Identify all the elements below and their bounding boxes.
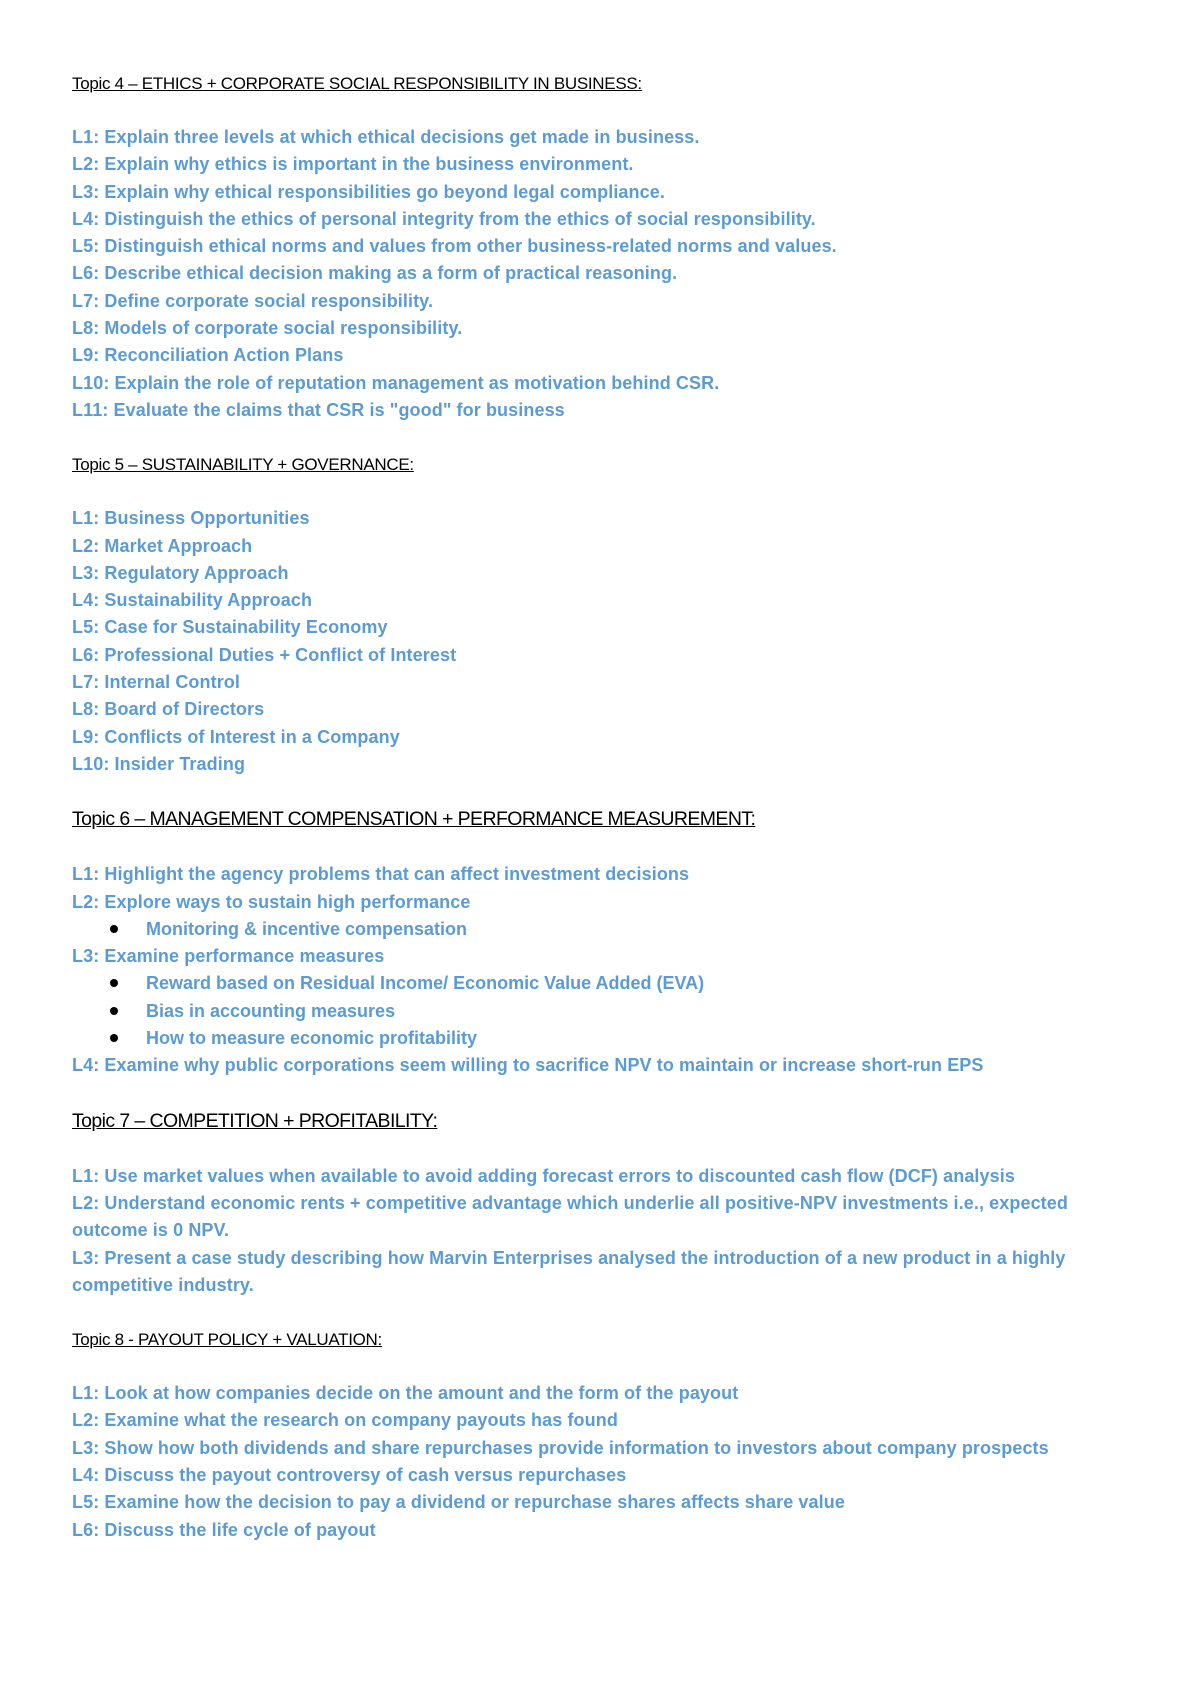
topic-6-bullet-item: Bias in accounting measures [72, 998, 1132, 1025]
topic-5-heading: Topic 5 – SUSTAINABILITY + GOVERNANCE: [72, 455, 414, 475]
topic-4-line: L5: Distinguish ethical norms and values from other business-related norms and values. [72, 236, 837, 257]
topic-8-line: L3: Show how both dividends and share repurchases provide information to investors about company prospects [72, 1437, 1049, 1458]
topic-5-line: L6: Professional Duties + Conflict of Interest [72, 644, 457, 665]
document-page [72, 70, 1132, 1571]
topic-4-line: L3: Explain why ethical responsibilities go beyond legal compliance. [72, 181, 665, 202]
topic-6-bullet-item: How to measure economic profitability [72, 1025, 1132, 1052]
topic-5-line: L2: Market Approach [72, 535, 253, 556]
topic-7-line: L1: Use market values when available to avoid adding forecast errors to discounted cash flow (DCF) analysis [72, 1165, 1015, 1186]
topic-4-line: L8: Models of corporate social responsibility. [72, 318, 463, 339]
topic-4-section [72, 70, 1132, 424]
topic-5-line: L1: Business Opportunities [72, 508, 310, 529]
topic-5-line: L4: Sustainability Approach [72, 590, 313, 611]
topic-5-line: L10: Insider Trading [72, 753, 246, 774]
topic-8-line: L6: Discuss the life cycle of payout [72, 1519, 376, 1540]
topic-6-line: L1: Highlight the agency problems that can affect investment decisions [72, 864, 690, 885]
topic-4-line: L1: Explain three levels at which ethical decisions get made in business. [72, 127, 700, 147]
topic-4-heading: Topic 4 – ETHICS + CORPORATE SOCIAL RESPONSIBILITY IN BUSINESS: [72, 74, 642, 93]
topic-5-line: L8: Board of Directors [72, 699, 265, 720]
topic-8-line: L1: Look at how companies decide on the amount and the form of the payout [72, 1383, 739, 1404]
topic-6-line: L2: Explore ways to sustain high performance [72, 891, 471, 912]
topic-5-line: L3: Regulatory Approach [72, 562, 289, 583]
topic-5-section [72, 451, 1132, 778]
topic-5-line: L7: Internal Control [72, 672, 240, 693]
topic-8-line: L4: Discuss the payout controversy of cash versus repurchases [72, 1464, 627, 1485]
topic-8-section [72, 1326, 1132, 1544]
topic-7-line: L3: Present a case study describing how Marvin Enterprises analysed the introduction of a new product in a highly [72, 1247, 1066, 1268]
topic-6-bullet-item: Monitoring & incentive compensation [72, 916, 1132, 943]
topic-7-heading: Topic 7 – COMPETITION + PROFITABILITY: [72, 1109, 438, 1132]
topic-4-line: L10: Explain the role of reputation management as motivation behind CSR. [72, 372, 720, 393]
topic-4-line: L2: Explain why ethics is important in the business environment. [72, 154, 634, 175]
topic-8-line: L2: Examine what the research on company payouts has found [72, 1410, 618, 1431]
topic-8-line: L5: Examine how the decision to pay a dividend or repurchase shares affects share value [72, 1492, 845, 1513]
topic-7-section [72, 1107, 1132, 1299]
topic-4-line: L11: Evaluate the claims that CSR is "good" for business [72, 399, 565, 420]
topic-4-line: L6: Describe ethical decision making as a form of practical reasoning. [72, 263, 678, 284]
topic-7-line: outcome is 0 NPV. [72, 1220, 230, 1241]
topic-6-heading: Topic 6 – MANAGEMENT COMPENSATION + PERFORMANCE MEASUREMENT: [72, 808, 756, 831]
topic-4-line: L9: Reconciliation Action Plans [72, 345, 344, 366]
topic-7-line: L2: Understand economic rents + competitive advantage which underlie all positive-NPV investments i.e., expected [72, 1192, 1068, 1213]
topic-5-line: L9: Conflicts of Interest in a Company [72, 726, 400, 747]
topic-6-bullet-item: Reward based on Residual Income/ Economic Value Added (EVA) [72, 970, 1132, 997]
topic-5-line: L5: Case for Sustainability Economy [72, 617, 388, 638]
topic-7-line: competitive industry. [72, 1274, 254, 1295]
topic-4-line: L7: Define corporate social responsibility. [72, 290, 434, 311]
topic-6-section [72, 805, 1132, 1079]
topic-6-line: L3: Examine performance measures [72, 946, 385, 967]
topic-4-line: L4: Distinguish the ethics of personal integrity from the ethics of social responsibility. [72, 208, 816, 229]
topic-8-heading: Topic 8 - PAYOUT POLICY + VALUATION: [72, 1330, 382, 1350]
topic-6-line: L4: Examine why public corporations seem willing to sacrifice NPV to maintain or increase short-run EPS [72, 1055, 984, 1076]
